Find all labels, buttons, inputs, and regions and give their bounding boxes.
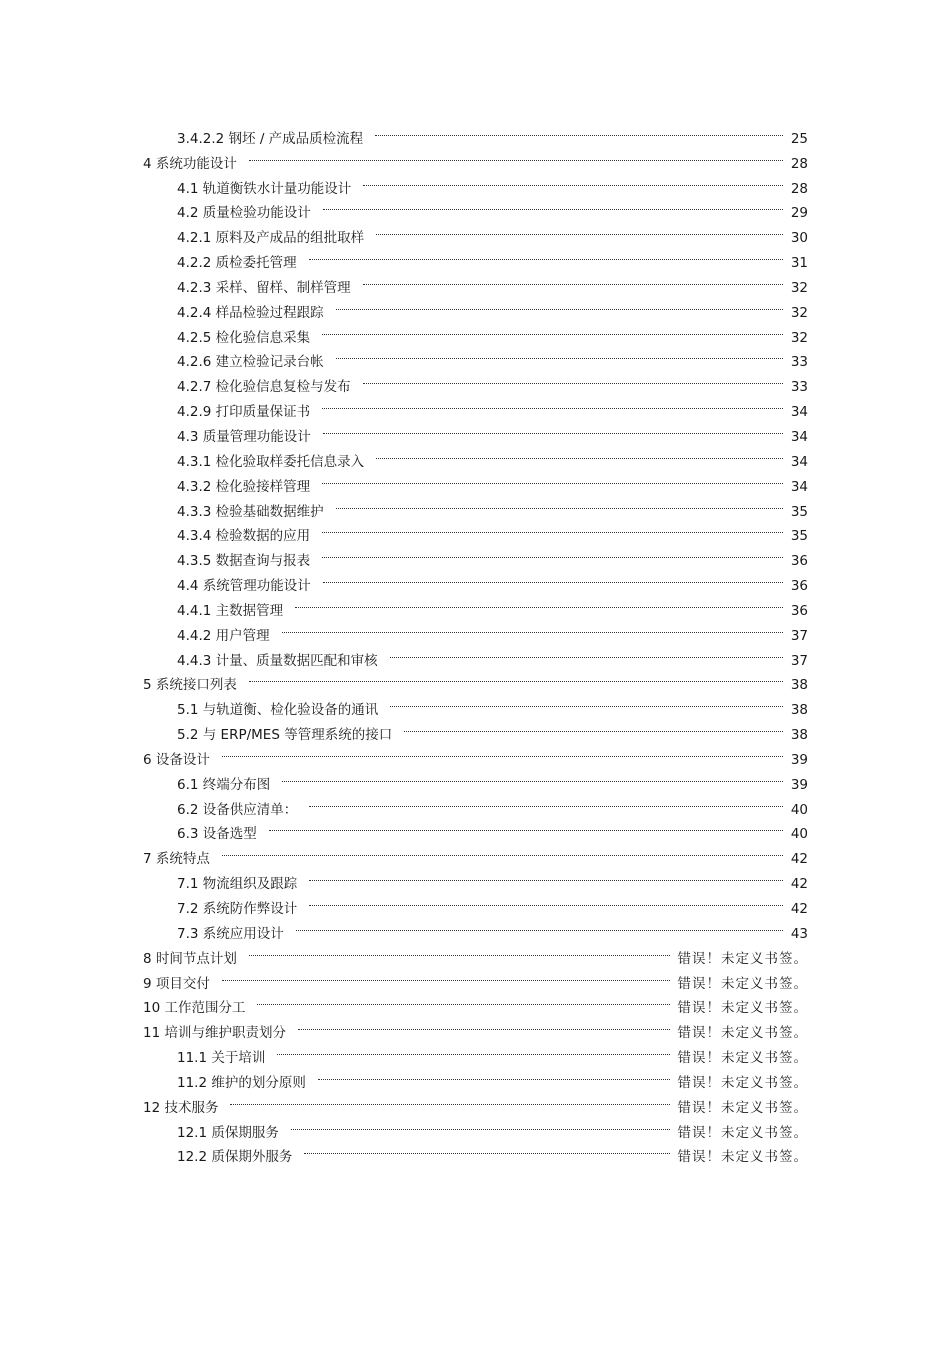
toc-dot-leader xyxy=(302,1137,673,1162)
toc-dot-leader xyxy=(320,391,787,416)
toc-dot-leader xyxy=(374,217,787,242)
toc-entry[interactable] xyxy=(143,863,808,893)
toc-dot-leader xyxy=(316,1062,674,1087)
toc-entry-title: 3.4.2.2 钢坯 / 产成品质检流程 xyxy=(177,130,364,147)
toc-dot-leader xyxy=(361,267,787,292)
toc-entry-page: 40 xyxy=(790,826,808,843)
toc-entry-title: 4.1 轨道衡铁水计量功能设计 xyxy=(177,180,352,197)
toc-entry-title: 5.1 与轨道衡、检化验设备的通讯 xyxy=(177,702,379,719)
toc-entry-page: 38 xyxy=(790,702,808,719)
toc-entry-title: 12.1 质保期服务 xyxy=(177,1124,279,1141)
toc-entry-title: 4.2.5 检化验信息采集 xyxy=(177,329,311,346)
toc-entry-page: 37 xyxy=(790,652,808,669)
toc-entry-page: 34 xyxy=(790,404,808,421)
toc-dot-leader xyxy=(361,168,787,193)
toc-entry-title: 4.4.3 计量、质量数据匹配和审核 xyxy=(177,652,378,669)
toc-entry-page: 36 xyxy=(790,602,808,619)
toc-dot-leader xyxy=(388,640,787,665)
toc-dot-leader xyxy=(334,491,787,516)
toc-entry[interactable] xyxy=(143,739,808,768)
toc-dot-leader xyxy=(289,1112,674,1137)
toc-dot-leader xyxy=(220,739,787,764)
toc-entry-page: 42 xyxy=(790,901,808,917)
toc-entry-title: 10 工作范围分工 xyxy=(143,1000,246,1017)
toc-dot-leader xyxy=(293,590,787,615)
toc-entry-title: 4 系统功能设计 xyxy=(143,155,237,172)
toc-dot-leader xyxy=(307,863,787,888)
toc-entry-title: 4.3.4 检验数据的应用 xyxy=(177,528,311,545)
toc-entry-title: 4.4.1 主数据管理 xyxy=(177,602,284,619)
toc-entry-title: 7.3 系统应用设计 xyxy=(177,925,284,942)
toc-entry-page: 28 xyxy=(790,155,808,172)
toc-entry-page: 36 xyxy=(790,578,808,595)
toc-entry-title: 7.2 系统防作弊设计 xyxy=(177,901,298,917)
toc-entry-page: 错误！未定义书签。 xyxy=(677,1149,808,1166)
toc-entry-page: 错误！未定义书签。 xyxy=(677,1050,808,1067)
toc-entry-page: 37 xyxy=(790,627,808,644)
toc-entry-page: 34 xyxy=(790,478,808,495)
toc-dot-leader xyxy=(320,317,787,342)
toc-dot-leader xyxy=(220,963,674,988)
toc-dot-leader xyxy=(320,516,787,541)
toc-entry-page: 42 xyxy=(790,851,808,868)
toc-dot-leader xyxy=(373,118,787,143)
toc-dot-leader xyxy=(374,441,787,466)
toc-dot-leader xyxy=(307,888,787,913)
toc-dot-leader xyxy=(255,988,673,1013)
toc-entry-title: 4.2.7 检化验信息复检与发布 xyxy=(177,379,351,396)
toc-entry-page: 25 xyxy=(790,130,808,147)
toc-dot-leader xyxy=(294,913,787,938)
toc-entry-title: 4.4.2 用户管理 xyxy=(177,627,270,644)
toc-dot-leader xyxy=(247,143,787,168)
toc-entry-page: 30 xyxy=(790,230,808,247)
toc-dot-leader xyxy=(321,193,787,218)
toc-dot-leader xyxy=(275,1037,673,1062)
toc-entry-page: 31 xyxy=(790,255,808,272)
toc-dot-leader xyxy=(388,689,787,714)
toc-dot-leader xyxy=(402,714,787,739)
toc-entry-title: 4.2.2 质检委托管理 xyxy=(177,255,297,272)
toc-entry-page: 32 xyxy=(790,279,808,296)
toc-dot-leader xyxy=(296,1012,674,1037)
toc-entry-page: 39 xyxy=(790,751,808,768)
toc-entry-title: 4.2.1 原料及产成品的组批取样 xyxy=(177,230,365,247)
toc-entry-title: 12 技术服务 xyxy=(143,1099,219,1116)
toc-dot-leader xyxy=(321,565,787,590)
toc-entry-title: 4.4 系统管理功能设计 xyxy=(177,578,311,595)
toc-entry-page: 38 xyxy=(790,677,808,694)
toc-entry-title: 7.1 物流组织及跟踪 xyxy=(177,876,298,893)
toc-dot-leader xyxy=(247,665,787,690)
toc-entry-title: 4.2.9 打印质量保证书 xyxy=(177,404,311,421)
toc-entry-title: 4.2.3 采样、留样、制样管理 xyxy=(177,279,351,296)
toc-entry-page: 35 xyxy=(790,503,808,520)
toc-entry-title: 5.2 与 ERP/MES 等管理系统的接口 xyxy=(177,727,393,744)
toc-entry[interactable] xyxy=(143,838,808,868)
toc-entry-title: 4.2.6 建立检验记录台帐 xyxy=(177,354,324,371)
toc-entry-title: 9 项目交付 xyxy=(143,975,210,992)
toc-dot-leader xyxy=(228,1087,673,1112)
toc-dot-leader xyxy=(321,416,787,441)
toc-dot-leader xyxy=(334,342,787,367)
toc-entry-page: 40 xyxy=(790,801,808,818)
toc-entry-page: 28 xyxy=(790,180,808,197)
toc-entry-title: 4.3.2 检化验接样管理 xyxy=(177,478,311,495)
toc-entry-page: 36 xyxy=(790,553,808,570)
toc-entry-title: 4.2.4 样品检验过程跟踪 xyxy=(177,304,324,321)
toc-entry-page: 错误！未定义书签。 xyxy=(677,950,808,967)
toc-entry-title: 4.3.3 检验基础数据维护 xyxy=(177,503,324,520)
toc-entry-page: 错误！未定义书签。 xyxy=(677,1074,808,1091)
toc-dot-leader xyxy=(247,938,674,963)
toc-dot-leader xyxy=(361,366,787,391)
toc-entry-title: 6.2 设备供应清单： xyxy=(177,801,298,818)
toc-entry-page: 38 xyxy=(790,727,808,744)
toc-entry[interactable] xyxy=(143,764,808,793)
toc-dot-leader xyxy=(320,540,787,565)
toc-entry-title: 11 培训与维护职责划分 xyxy=(143,1025,286,1042)
toc-entry-title: 6.1 终端分布图 xyxy=(177,776,271,793)
toc-entry-page: 32 xyxy=(790,304,808,321)
toc-entry-page: 32 xyxy=(790,329,808,346)
toc-entry-page: 错误！未定义书签。 xyxy=(677,1099,808,1116)
toc-entry-page: 33 xyxy=(790,379,808,396)
toc-entry-title: 12.2 质保期外服务 xyxy=(177,1149,293,1166)
toc-dot-leader xyxy=(280,615,787,640)
toc-entry-title: 11.1 关于培训 xyxy=(177,1050,266,1067)
toc-entry[interactable] xyxy=(143,118,808,147)
toc-dot-leader xyxy=(307,242,787,267)
toc-dot-leader xyxy=(267,814,787,839)
toc-entry-page: 34 xyxy=(790,428,808,445)
toc-entry-page: 错误！未定义书签。 xyxy=(677,1025,808,1042)
table-of-contents xyxy=(143,118,808,1166)
toc-entry-page: 29 xyxy=(790,205,808,222)
toc-entry-title: 6.3 设备选型 xyxy=(177,826,257,843)
toc-entry-page: 35 xyxy=(790,528,808,545)
toc-entry-title: 11.2 维护的划分原则 xyxy=(177,1074,306,1091)
toc-entry-title: 5 系统接口列表 xyxy=(143,677,237,694)
toc-dot-leader xyxy=(307,789,787,814)
toc-dot-leader xyxy=(220,838,787,863)
toc-entry-page: 错误！未定义书签。 xyxy=(677,975,808,992)
toc-entry-page: 42 xyxy=(790,876,808,893)
toc-entry-title: 4.3.1 检化验取样委托信息录入 xyxy=(177,453,365,470)
toc-entry-title: 8 时间节点计划 xyxy=(143,950,237,967)
toc-entry-page: 34 xyxy=(790,453,808,470)
toc-entry-page: 错误！未定义书签。 xyxy=(677,1000,808,1017)
toc-dot-leader xyxy=(334,292,787,317)
toc-entry-title: 4.3 质量管理功能设计 xyxy=(177,428,311,445)
toc-dot-leader xyxy=(280,764,787,789)
toc-entry-title: 4.2 质量检验功能设计 xyxy=(177,205,311,222)
toc-entry-title: 6 设备设计 xyxy=(143,751,210,768)
toc-entry-title: 4.3.5 数据查询与报表 xyxy=(177,553,311,570)
toc-entry-page: 39 xyxy=(790,776,808,793)
toc-entry-page: 错误！未定义书签。 xyxy=(677,1124,808,1141)
toc-dot-leader xyxy=(320,466,787,491)
toc-entry-page: 33 xyxy=(790,354,808,371)
toc-entry-page: 43 xyxy=(790,925,808,942)
toc-entry-title: 7 系统特点 xyxy=(143,851,210,868)
